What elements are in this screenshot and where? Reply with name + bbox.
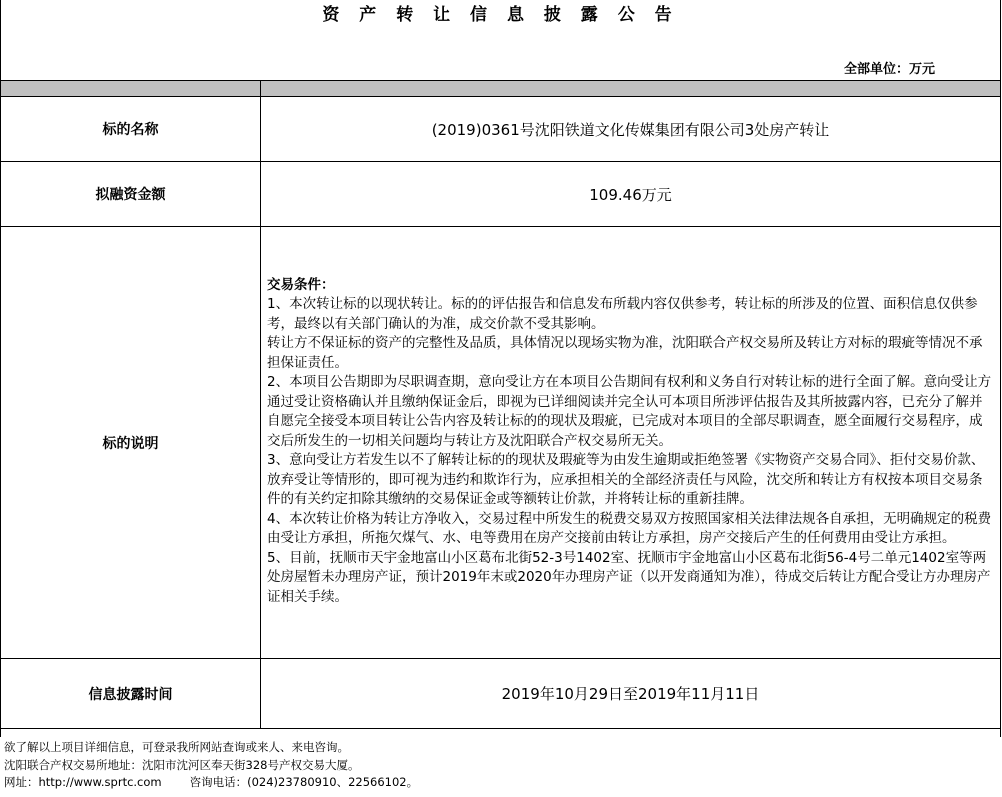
subject-name-label: 标的名称 (1, 97, 261, 162)
header-band-right (261, 81, 1001, 97)
subject-description-label: 标的说明 (1, 227, 261, 659)
condition-paragraph-1: 1、本次转让标的以现状转让。标的的评估报告和信息发布所载内容仅供参考，转让标的所涉及的位置、面积信息仅供参考，最终以有关部门确认的为准，成交价款不受其影响。 (267, 296, 978, 332)
disclosure-period-label: 信息披露时间 (1, 659, 261, 729)
unit-note: 全部单位：万元 (843, 62, 935, 77)
condition-paragraph-1b: 转让方不保证标的资产的完整性及品质，具体情况以现场实物为准，沈阳联合产权交易所及转让方对标的瑕疵等情况不承担保证责任。 (267, 335, 983, 371)
funding-amount-label: 拟融资金额 (1, 162, 261, 227)
header-band (1, 81, 1001, 97)
trade-conditions-heading: 交易条件： (267, 276, 335, 293)
info-table (0, 80, 1001, 729)
footer-inquiry-note: 欲了解以上项目详细信息，可登录我所网站查询或来人、来电咨询。 (4, 740, 349, 754)
condition-paragraph-2: 2、本项目公告期即为尽职调查期，意向受让方在本项目公告期间有权利和义务自行对转让标的进行全面了解。意向受让方通过受让资格确认并且缴纳保证金后，即视为已详细阅读并完全认可本项目所涉评估报告及其所披露内容，已充分了解并自愿完全接受本项目转让公告内容及转让标的的现状及瑕疵，已完成对本项目的全部尽职调查，愿全面履行交易程序，成交后所发生的一切相关问题均与转让方及沈阳联合产权交易所无关。 (267, 374, 992, 449)
row-subject-name (1, 97, 1001, 162)
footer-web-phone (4, 774, 418, 792)
header-band-left (1, 81, 261, 97)
row-disclosure-period (1, 659, 1001, 729)
footer-contact (4, 739, 418, 792)
subject-name-value: (2019)0361号沈阳铁道文化传媒集团有限公司3处房产转让 (261, 97, 1001, 162)
subject-description-text (261, 227, 1001, 659)
disclosure-period-value: 2019年10月29日至2019年11月11日 (261, 659, 1001, 729)
condition-paragraph-3: 3、意向受让方若发生以不了解转让标的的现状及瑕疵等为由发生逾期或拒绝签署《实物资产交易合同》、拒付交易价款、放弃受让等情形的，即可视为违约和欺诈行为，应承担相关的全部经济责任与风险，沈交所和转让方有权按本项目交易条件的有关约定扣除其缴纳的交易保证金或等额转让价款，并将转让标的重新挂牌。 (267, 452, 985, 508)
page-title: 资 产 转 让 信 息 披 露 公 告 (322, 5, 679, 25)
condition-paragraph-4: 4、本次转让价格为转让方净收入，交易过程中所发生的税费交易双方按照国家相关法律法规各自承担，无明确规定的税费由受让方承担，所拖欠煤气、水、电等费用在房产交接前由转让方承担，房产交接后产生的任何费用由受让方承担。 (267, 510, 992, 547)
row-funding-amount (1, 162, 1001, 227)
footer-phone: 咨询电话：(024)23780910、22566102。 (189, 775, 419, 789)
footer-address: 沈阳联合产权交易所地址：沈阳市沈河区奉天街328号产权交易大厦。 (4, 757, 360, 772)
condition-paragraph-5: 5、目前，抚顺市天宇金地富山小区葛布北街52-3号1402室、抚顺市宇金地富山小区葛布北街56-4号二单元1402室等两处房屋暂未办理房产证，预计2019年末或2020年办理房产证（以开发商通知为准），待成交后转让方配合受让方办理房产证相关手续。 (267, 549, 991, 605)
row-subject-description (1, 227, 1001, 659)
footer-website[interactable]: 网址：http://www.sprtc.com (4, 775, 162, 789)
funding-amount-value: 109.46万元 (261, 162, 1001, 227)
